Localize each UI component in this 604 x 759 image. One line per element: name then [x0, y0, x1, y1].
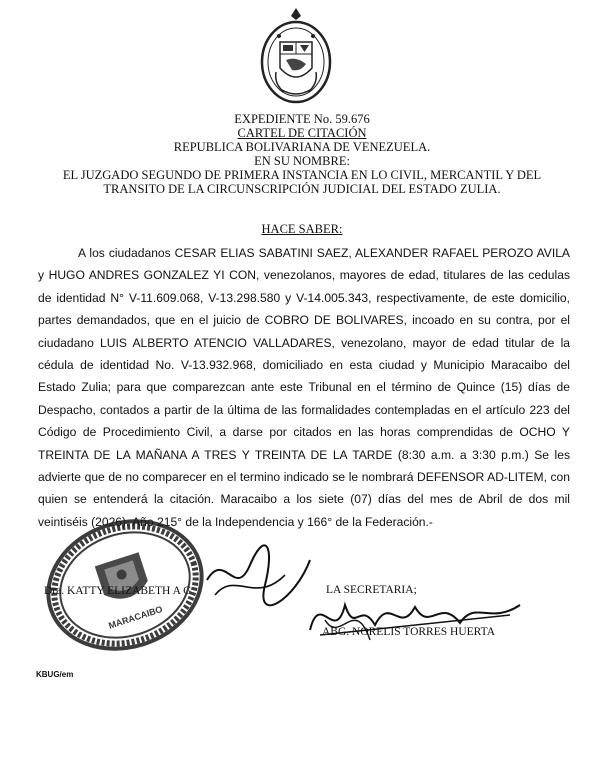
notice-body — [38, 242, 570, 533]
court-name-line-1: EL JUZGADO SEGUNDO DE PRIMERA INSTANCIA EN LO CIVIL, MERCANTIL Y DEL — [62, 168, 542, 182]
court-name-line-2: TRANSITO DE LA CIRCUNSCRIPCIÓN JUDICIAL DEL ESTADO ZULIA. — [103, 182, 501, 196]
expediente-number: EXPEDIENTE No. 59.676 — [234, 112, 370, 126]
en-su-nombre: EN SU NOMBRE: — [254, 154, 350, 168]
seal-city: MARACAIBO — [107, 603, 164, 631]
secretary-name: ABG. NORELIS TORRES HUERTA — [322, 626, 496, 638]
cartel-title: CARTEL DE CITACIÓN — [237, 126, 367, 140]
hace-saber-heading: HACE SABER: — [261, 222, 343, 236]
typist-initials: KBUG/em — [36, 670, 74, 679]
republic-name: REPUBLICA BOLIVARIANA DE VENEZUELA. — [173, 140, 431, 154]
judge-signature-scribble — [205, 540, 315, 610]
secretary-title: LA SECRETARIA; — [326, 584, 417, 596]
judge-signature-label: Dra. KATTY ELIZABETH A G — [44, 585, 192, 597]
notice-paragraph: A los ciudadanos CESAR ELIAS SABATINI SAEZ, ALEXANDER RAFAEL PEROZO AVILA y HUGO ANDRES GONZALEZ YI CON, venezolanos, mayores de edad, titulares de las cedulas de identidad N° V-11.609.068, V-13.298.580 y V-14.005.343, respectivamente, de este domicilio, partes demandados, que en el juicio de COBRO DE BOLIVARES, incoado en su contra, por el ciudadano LUIS ALBERTO ATENCIO VALLADARES, venezolano, mayor de edad titular de la cédula de identidad No. V-13.932.968, domiciliado en esta ciudad y Municipio Maracaibo del Estado Zulia; para que comparezcan ante este Tribunal en el término de Quince (15) días de Despacho, contados a partir de la última de las formalidades contempladas en el artículo 223 del Código de Procedimiento Civil, a darse por citados en las horas comprendidas de OCHO Y TREINTA DE LA MAÑANA A TRES Y TREINTA DE LA TARDE (8:30 a.m. a 3:30 p.m.) Se les advierte que de no comparecer en el termino indicado se le nombrará DEFENSOR AD-LITEM, con quien se entenderá la citación. Maracaibo a los siete (07) días del mes de Abril de dos mil veintiséis (2026). Año 215° de la Independencia y 166° de la Federación.- — [38, 246, 570, 529]
coat-of-arms-emblem — [256, 6, 336, 106]
